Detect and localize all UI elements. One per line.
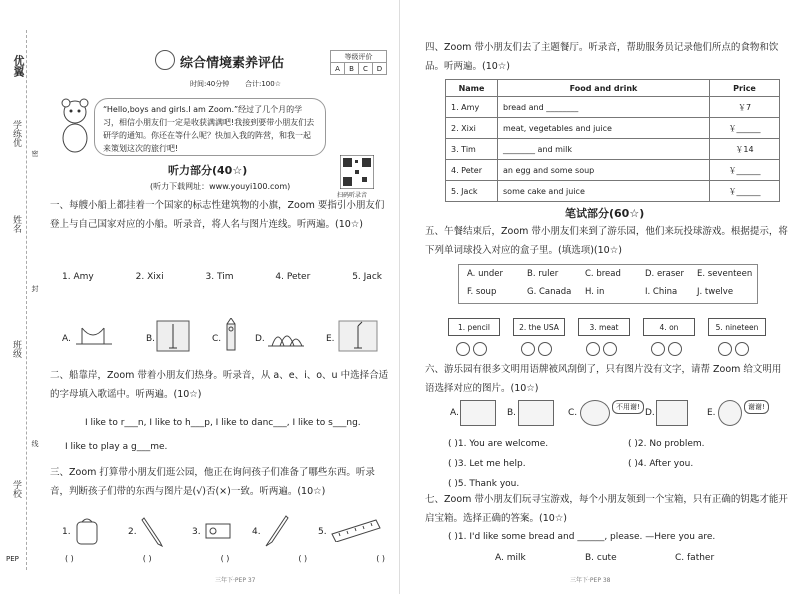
q3-instruction: 三、Zoom 打算带小朋友们逛公园，他正在询问孩子们准备了哪些东西。听录音，判断孩子们带的东西与图片是(√)否(×)一致。听两遍。(10☆) xyxy=(50,467,375,497)
q2-instruction: 二、船靠岸，Zoom 带着小朋友们热身。听录音，从 a、e、i、o、u 中选择合适的字母填入歌谣中。听两遍。(10☆) xyxy=(50,370,389,400)
helping-scene-image xyxy=(518,400,554,426)
answer-circle[interactable] xyxy=(538,342,552,356)
sentence-item[interactable]: ( )1. You are welcome. xyxy=(448,439,549,449)
answer-circle[interactable] xyxy=(521,342,535,356)
sentence-item[interactable]: ( )3. Let me help. xyxy=(448,459,526,469)
answer-circle[interactable] xyxy=(668,342,682,356)
option: H. in xyxy=(585,287,605,297)
q5-instruction: 五、午餐结束后，Zoom 带小朋友们来到了游乐园，他们来玩投球游戏。根据提示，将下列单词球投入对应的盒子里。(填选项)(10☆) xyxy=(425,226,788,256)
sentence-item[interactable]: ( )2. No problem. xyxy=(628,439,705,449)
edition-label: PEP xyxy=(6,555,19,563)
q7-instruction: 七、Zoom 带小朋友们玩寻宝游戏，每个小朋友领到一个宝箱，只有正确的钥匙才能开启宝箱。选择正确的答案。(10☆) xyxy=(425,494,788,524)
q1-names xyxy=(62,272,382,282)
answer-circle[interactable] xyxy=(456,342,470,356)
page-footer: 三年下·PEP 37 xyxy=(215,577,256,584)
pencil-sharpener-icon xyxy=(202,520,236,542)
sentence-item[interactable]: ( )5. Thank you. xyxy=(448,479,520,489)
big-ben-icon xyxy=(224,318,238,352)
word-box: 2. the USA xyxy=(513,318,565,336)
food-order-table: Name Food and drink Price 1. Amy bread and ________ ￥7 2. Xixi meat, vegetables and juice ￥______ 3. Tim ________ and milk ￥14 4. Peter an egg and some soup ￥______ 5. Jack some cake and juice ￥______ xyxy=(445,79,780,202)
child-face-image xyxy=(580,400,610,426)
answer-circle[interactable] xyxy=(718,342,732,356)
name-label: 姓名 xyxy=(11,215,21,233)
word-box: 5. nineteen xyxy=(708,318,766,336)
q1-name: 2. Xixi xyxy=(135,272,164,282)
option: I. China xyxy=(645,287,678,297)
q3-answer-blank[interactable]: ( ) xyxy=(65,554,74,563)
q3-answer-blank[interactable]: ( ) xyxy=(298,554,308,563)
q1-name: 3. Tim xyxy=(205,272,234,282)
seal-xian: 线 xyxy=(31,440,39,447)
right-page: 四、Zoom 带小朋友们去了主题餐厅。听录音，帮助服务员记录他们所点的食物和饮品。听两遍。(10☆) Name Food and drink Price 1. Amy bread and ________ ￥7 2. Xixi meat, vegetables and juice ￥______ 3. Tim ________ and milk ￥14 4. Peter an egg and some soup ￥______ 5. Jack some cake and juice ￥______ 笔试部分(60☆) 五、午餐结束后，Zoom 带小朋友们来到了游乐园，他们来玩投球游戏。根据提示，将下列单词球投入对应的盒子里。(填选项)(10☆) A. under B. ruler C. bread D. eraser E. seventeen F. soup G. Canada H. in I. China J. twelve 1. pencil 2. the USA 3. meat 4. on 5. nineteen 六、游乐园有很多文明用语牌被风刮倒了，只有图片没有文字，请帮 Zoom 给文明用语选择对应的图片。(10☆) A. B. C. 不用谢! D. E. 谢谢! ( )1. You are welcome. ( )2. No problem. ( )3. Let me help. ( )4. After you. ( )5. Thank you. 七、Zoom 带小朋友们玩寻宝游戏，每个小朋友领到一个宝箱，只有正确的钥匙才能开启宝箱。选择正确的答案。(10☆) ( )1. I'd like some bread and ______, please. —Here you are. A. milk B. cute C. father 三年下·PEP 38 xyxy=(400,0,800,594)
left-page: 优翼 学练优 姓名 班级 学校 密 封 线 PEP 综合情境素养评估 时间:40分钟 合计:100☆ 等级评价 A B C D “Hello,boys and girls.I am Zoom.”经过了几个月的学习，相信小朋友们一定是收获满满吧!我接到要带小朋友们去研学的通知。你还在等什么呢？快加入我的阵营，和我一起来策划这次的旅行吧! 扫码听录音 听力部分(40☆) (听力下载网址：www.youyi100.com) 一、每艘小船上都挂着一个国家的标志性建筑物的小旗，Zoom 要指引小朋友们登上与自己国家对应的小船。听录音，将人名与图片连线。听两遍。(10☆) 1. Amy 2. Xixi 3. Tim 4. Peter 5. Jack A. B. C. D. E. 二、船靠岸，Zoom 带着小朋友们热身。听录音，从 a、e、i、o、u 中选择合适的字母填入歌谣中。听两遍。(10☆) I like to r___n, I like to h___p, I like to danc___, I like to s___ng. I like to play a g___me. 三、Zoom 打算带小朋友们逛公园，他正在询问孩子们准备了哪些东西。听录音，判断孩子们带的东西与图片是(√)否(×)一致。听两遍。(10☆) 1. 2. 3. 4. 5. ( ) ( ) ( ) ( ) ( ) 三年下·PEP 37 xyxy=(0,0,400,594)
answer-circle[interactable] xyxy=(651,342,665,356)
option: A. under xyxy=(467,269,503,279)
statue-icon xyxy=(338,320,378,352)
written-section-title: 笔试部分(60☆) xyxy=(565,207,645,220)
q3-answer-blanks xyxy=(65,554,385,563)
door-scene-image xyxy=(460,400,496,426)
seal-mi: 密 xyxy=(31,150,39,157)
q4-instruction: 四、Zoom 带小朋友们去了主题餐厅。听录音，帮助服务员记录他们所点的食物和饮品。听两遍。(10☆) xyxy=(425,42,779,72)
pencil-icon xyxy=(140,514,166,548)
choice-father[interactable]: C. father xyxy=(675,553,715,563)
tower-city-icon xyxy=(156,320,190,352)
seal-feng: 封 xyxy=(31,285,39,292)
q1-name: 4. Peter xyxy=(275,272,311,282)
answer-circle[interactable] xyxy=(473,342,487,356)
answer-circle[interactable] xyxy=(586,342,600,356)
speech-bubble: 谢谢! xyxy=(744,400,769,414)
option: G. Canada xyxy=(527,287,572,297)
backpack-icon xyxy=(74,516,100,546)
child-thanks-image xyxy=(718,400,742,426)
q3-answer-blank[interactable]: ( ) xyxy=(142,554,152,563)
class-label: 班级 xyxy=(11,340,21,358)
qr-caption: 扫码听录音 xyxy=(337,192,368,199)
q2-song-line1: I like to r___n, I like to h___p, I like to danc___, I like to s___ng. xyxy=(85,418,361,428)
q6-instruction: 六、游乐园有很多文明用语牌被风刮倒了，只有图片没有文字，请帮 Zoom 给文明用语选择对应的图片。(10☆) xyxy=(425,364,782,394)
qr-code-icon[interactable] xyxy=(340,155,374,189)
answer-circle[interactable] xyxy=(603,342,617,356)
intro-bubble: “Hello,boys and girls.I am Zoom.”经过了几个月的学习，相信小朋友们一定是收获满满吧!我接到要带小朋友们去研学的通知。你还在等什么呢？快加入我的阵营，和我一起来策划这次的旅行吧! xyxy=(94,98,326,156)
option: D. eraser xyxy=(645,269,685,279)
ruler-icon xyxy=(330,516,382,542)
school-label: 学校 xyxy=(11,480,21,498)
sentence-item[interactable]: ( )4. After you. xyxy=(628,459,694,469)
grade-table: 等级评价 A B C D xyxy=(330,50,387,75)
table-row: 4. Peter an egg and some soup ￥______ xyxy=(446,160,780,181)
option: J. twelve xyxy=(697,287,734,297)
pen-icon xyxy=(262,514,290,548)
choice-milk[interactable]: A. milk xyxy=(495,553,526,563)
children-scene-image xyxy=(656,400,688,426)
answer-circle[interactable] xyxy=(735,342,749,356)
opera-house-icon xyxy=(266,322,306,350)
speech-bubble: 不用谢! xyxy=(612,400,644,414)
option: B. ruler xyxy=(527,269,559,279)
q1-instruction: 一、每艘小船上都挂着一个国家的标志性建筑物的小旗，Zoom 要指引小朋友们登上与自己国家对应的小船。听录音，将人名与图片连线。听两遍。(10☆) xyxy=(50,200,385,230)
bear-logo-icon xyxy=(155,50,175,70)
option: C. bread xyxy=(585,269,621,279)
q7-question[interactable]: ( )1. I'd like some bread and ______, please. —Here you are. xyxy=(448,532,716,542)
q5-word-options xyxy=(458,264,758,304)
listening-section-title: 听力部分(40☆) xyxy=(168,164,248,177)
bear-mascot-icon xyxy=(55,96,95,156)
download-url[interactable]: (听力下载网址：www.youyi100.com) xyxy=(150,182,291,191)
word-box: 4. on xyxy=(643,318,695,336)
bridge-landmark-icon xyxy=(74,322,114,350)
option: F. soup xyxy=(467,287,497,297)
table-row: 5. Jack some cake and juice ￥______ xyxy=(446,181,780,202)
table-row: 1. Amy bread and ________ ￥7 xyxy=(446,97,780,118)
word-box: 3. meat xyxy=(578,318,630,336)
page-title: 综合情境素养评估 xyxy=(180,56,285,71)
q3-answer-blank[interactable]: ( ) xyxy=(376,554,385,563)
exam-score: 合计:100☆ xyxy=(245,80,281,88)
table-row: 2. Xixi meat, vegetables and juice ￥______ xyxy=(446,118,780,139)
table-row: 3. Tim ________ and milk ￥14 xyxy=(446,139,780,160)
brand-sub: 学练优 xyxy=(11,120,21,147)
brand-logo: 优翼 xyxy=(12,55,25,77)
q2-song-line2: I like to play a g___me. xyxy=(65,442,168,452)
binding-margin xyxy=(0,0,42,594)
q1-name: 1. Amy xyxy=(62,272,94,282)
q3-answer-blank[interactable]: ( ) xyxy=(220,554,230,563)
word-box: 1. pencil xyxy=(448,318,500,336)
option: E. seventeen xyxy=(697,269,753,279)
q1-name: 5. Jack xyxy=(352,272,382,282)
choice-cute[interactable]: B. cute xyxy=(585,553,617,563)
exam-time: 时间:40分钟 xyxy=(190,80,230,88)
page-footer: 三年下·PEP 38 xyxy=(570,577,611,584)
